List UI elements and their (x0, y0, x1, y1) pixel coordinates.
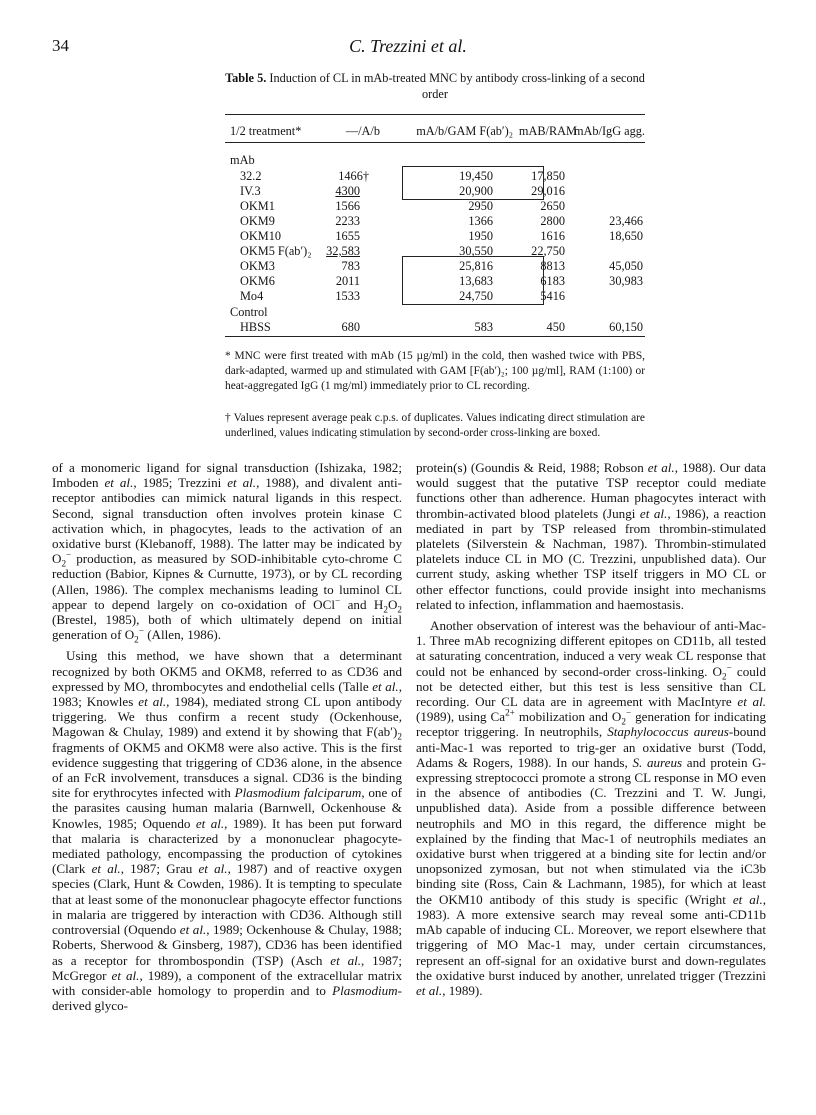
group-control-text: Control (230, 305, 268, 319)
cell-gam: 24,750 (459, 289, 493, 303)
cell-ram: 450 (546, 320, 565, 334)
row-name: OKM5 F(ab′)₂ (240, 244, 312, 258)
table-row (230, 199, 645, 213)
row-name: OKM9 (240, 214, 275, 228)
cell-gam: 19,450 (459, 169, 493, 183)
table-footnote-star: * MNC were first treated with mAb (15 µg/ml) in the cold, then washed twice with PBS, dark-adapted, warmed up and stimulated with GAM [F(ab′)₂; 100 µg/ml], RAM (1:100) or heat-aggregated IgG (1 mg/ml) immediately prior to CL recording. (225, 350, 645, 392)
cell-direct: 1466† (338, 169, 369, 183)
cell-ram: 29,016 (531, 184, 565, 198)
cell-gam: 583 (474, 320, 493, 334)
cell-ram: 5416 (540, 289, 565, 303)
cell-gam: 25,816 (459, 259, 493, 273)
paragraph: Using this method, we have shown that a determinant recognized by both OKM5 and OKM8, referred to as CD36 and expressed by MO, thrombocytes and endothelial cells (Talle et al., 1983; Knowles et al., 1984), mediated strong CL upon antibody triggering. We thus confirm a recent study (Ockenhouse, Magowan & Chulay, 1989) and extend it by showing that $F(ab')_2$ fragments of OKM5 and OKM8 were also active. This is the first evidence suggesting that triggering of CD36 alone, in the absence of an FcR involvement, transduces a signal. CD36 is the binding site for erythrocytes infected with Plasmodium falciparum, one of the parasites causing human malaria (Barnwell, Ockenhouse & Knowles, 1985; Oquendo et al., 1989). It has been put forward that malaria is characterized by a mononuclear phagocyte-mediated pathology, encompassing the production of cytokines (Clark et al., 1987; Grau et al., 1987) and of reactive oxygen species (Clark, Hunt & Cowden, 1986). It is tempting to speculate that at least some of the mononuclear phagocyte effector functions in malaria are triggered by interaction with CD36. Although still controversial (Oquendo et al., 1989; Ockenhouse & Chulay, 1988; Roberts, Sherwood & Ginsberg, 1987), CD36 has been identified as a receptor for thrombospondin (TSP) (Asch et al., 1987; McGregor et al., 1989), a component of the extracellular matrix with consider-able homology to properdin and to Plasmodium-derived glyco- (52, 648, 403, 1014)
cell-ram: 2800 (540, 214, 565, 228)
header-gam: mA/b/GAM F(ab′)₂ (416, 124, 513, 138)
cell-ram: 6183 (540, 274, 565, 288)
cell-direct: 1566 (335, 199, 360, 213)
table-header-row (230, 124, 645, 138)
row-name: OKM10 (240, 229, 281, 243)
body-column-left (52, 460, 402, 1013)
cell-direct: 783 (341, 259, 360, 273)
cell-direct: 680 (341, 320, 360, 334)
cell-direct: 2011 (335, 274, 360, 288)
cell-ram: 17,850 (531, 169, 565, 183)
cell-igg: 45,050 (609, 259, 643, 273)
row-name: 32.2 (240, 169, 262, 183)
paragraph: Another observation of interest was the behaviour of anti-Mac-1. Three mAb recognizing different epitopes on CD11b, all tested at saturating concentration, induced a very weak CL response that could not be enhanced by second-order cross-linking. $O_2^-$ could not be detected either, but this test is less sensitive than CL recording. Our CL data are in agreement with MacIntyre et al. (1989), using $Ca^{2+}$ mobilization and $O_2^-$ generation for indicating receptor triggering. In neutrophils, Staphylococcus aureus-bound anti-Mac-1 was reported to trig-ger an oxidative burst (Todd, Adams & Rogers, 1988). In our hands, S. aureus and protein G-expressing streptococci promote a strong CL response in MO even in the absence of antibodies (C. Trezzini and T. W. Jungi, unpublished data). Aside from a possible difference between neutrophils and MO in this regard, the difference might be explained by the finding that Mac-1 of neutrophils mediates an oxidative burst when triggered at a binding site for lectin and/or unopsonized zymosan, but not when stimulated via the iC3b binding site (Ross, Cain & Lachmann, 1985), for which at least the OKM10 antibody of this study is specific (Wright et al., 1983). A more extensive search may reveal some anti-CD11b mAb capable of inducing CL. Moreover, we report elsewhere that triggering of MO Mac-1 may, under certain circumstances, represent an off-signal for an oxidative burst and down-regulates the oxidative burst induced by another, unrelated trigger (Trezzini et al., 1989). (416, 618, 766, 998)
row-name: Mo4 (240, 289, 264, 303)
cell-gam: 30,550 (459, 244, 493, 258)
cell-igg: 60,150 (609, 320, 643, 334)
table-caption-text: Induction of CL in mAb-treated MNC by antibody cross-linking of a second order (269, 71, 645, 101)
cell-ram: 8813 (540, 259, 565, 273)
cell-direct: 1655 (335, 229, 360, 243)
running-head: C. Trezzini et al. (349, 36, 467, 56)
cell-igg: 23,466 (609, 214, 643, 228)
cell-ram: 1616 (540, 229, 565, 243)
row-name: OKM1 (240, 199, 275, 213)
cell-direct: 1533 (335, 289, 360, 303)
cell-igg: 30,983 (609, 274, 643, 288)
page-number: 34 (52, 36, 69, 55)
cell-igg: 18,650 (609, 229, 643, 243)
cell-ram: 22,750 (531, 244, 565, 258)
boxed-cells-32-2-iv3 (402, 166, 544, 200)
paragraph: protein(s) (Goundis & Reid, 1988; Robson et al., 1988). Our data would suggest that the putative TSP receptor could mediate functions other than adherence. Human phagocytes interact with thrombin-activated blood platelets (Jungi et al., 1986), a reaction mediated in part by TSP released from thrombin-stimulated platelets (Silverstein & Nachman, 1987). Thrombin-stimulated platelets induce CL in MO (C. Trezzini, unpublished data). Our current study, asking whether TSP itself triggers in MO CL or other effector functions, could provide insight into mechanisms related to infection, inflammation and haemostasis. (416, 460, 766, 612)
header-ram: mAB/RAM (518, 124, 577, 138)
cell-ram: 2650 (540, 199, 565, 213)
row-name: OKM3 (240, 259, 275, 273)
header-treatment: 1/2 treatment* (230, 124, 302, 138)
header-direct: —/A/b (345, 124, 380, 138)
table-footnote-dagger: † Values represent average peak c.p.s. of duplicates. Values indicating direct stimulation are underlined, values indicating stimulation by second-order cross-linking are boxed. (225, 412, 645, 439)
cell-gam: 1366 (468, 214, 493, 228)
cell-gam: 20,900 (459, 184, 493, 198)
cell-gam: 13,683 (459, 274, 493, 288)
table-label: Table 5. (225, 71, 267, 85)
header-igg: mAb/IgG agg. (573, 124, 645, 138)
row-name: HBSS (240, 320, 271, 334)
body-column-right (416, 460, 766, 998)
table-row (230, 229, 645, 243)
row-name: OKM6 (240, 274, 275, 288)
cell-direct: 4300 (335, 184, 360, 198)
table-row-control (230, 320, 645, 334)
cell-gam: 2950 (468, 199, 493, 213)
paragraph: of a monomeric ligand for signal transduction (Ishizaka, 1982; Imboden et al., 1985; Trezzini et al., 1988), and divalent anti-receptor antibodies can mimick natural ligands in this respect. Second, signal transduction often involves protein kinase C activation which, in phagocytes, leads to the activation of an oxidative burst (Klebanoff, 1988). The latter may be indicated by $O_2^-$ production, as measured by SOD-inhibitable cyto-chrome C reduction (Babior, Kipnes & Curnutte, 1973), or by CL recording (Allen, 1986). The complex mechanisms leading to luminol CL appear to depend largely on co-oxidation of OCl− and $H_2O_2$ (Brestel, 1985), both of which ultimately depend on initial generation of $O_2^-$ (Allen, 1986). (52, 460, 402, 645)
table-row (230, 214, 645, 228)
boxed-cells-okm3-mo4 (402, 256, 544, 305)
row-name: IV.3 (240, 184, 261, 198)
cell-direct: 32,583 (326, 244, 360, 258)
data-table (230, 0, 645, 340)
cell-direct: 2233 (335, 214, 360, 228)
cell-gam: 1950 (468, 229, 493, 243)
group-mab-text: mAb (230, 153, 255, 167)
